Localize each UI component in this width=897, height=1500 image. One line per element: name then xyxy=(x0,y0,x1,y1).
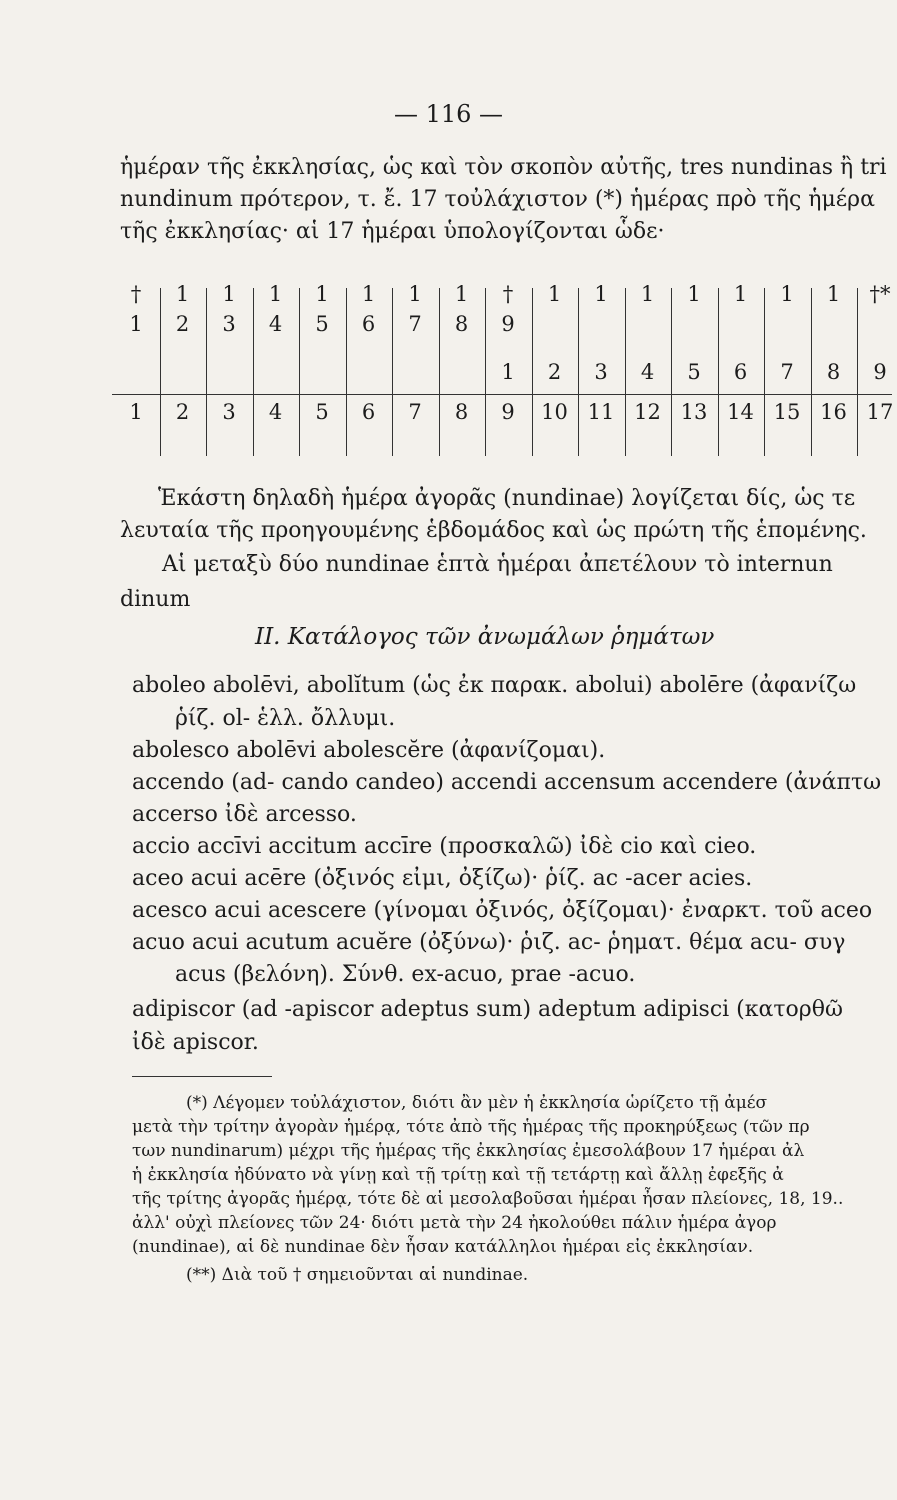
calendar-upper-row xyxy=(112,312,892,352)
footnote-line: (nundinae), αἱ δὲ nundinae δὲν ἦσαν κατάλληλοι ἡμέραι εἰς ἐκκλησίαν. xyxy=(132,1237,754,1257)
calendar-cell: 2 xyxy=(547,360,562,384)
body-line: dinum xyxy=(120,587,191,612)
calendar-mark: † xyxy=(130,282,142,306)
calendar-cell: 7 xyxy=(780,360,794,384)
calendar-divider xyxy=(112,394,892,395)
nundinae-calendar xyxy=(112,282,892,462)
calendar-mark: 1 xyxy=(408,282,422,306)
calendar-cell: 4 xyxy=(640,360,655,384)
calendar-cell: 9 xyxy=(501,312,515,336)
verb-entry: aboleo abolēvi, abolĭtum (ὡς ἐκ παρακ. abolui) abolēre (ἀφανίζω xyxy=(132,673,857,698)
calendar-cell: 6 xyxy=(361,312,376,336)
footnote-line: (**) Διὰ τοῦ † σημειοῦνται αἱ nundinae. xyxy=(186,1265,529,1285)
calendar-mark: 1 xyxy=(454,282,469,306)
verb-entry: adipiscor (ad -apiscor adeptus sum) adeptum adipisci (κατορθῶ xyxy=(132,997,843,1022)
verb-entry: acuo acui acutum acuĕre (ὀξύνω)· ῥιζ. ac- ῥηματ. θέμα acu- συγ xyxy=(132,930,846,955)
calendar-cell: 1 xyxy=(501,360,515,384)
verb-entry: accendo (ad- cando candeo) accendi accensum accendere (ἀνάπτω xyxy=(132,770,882,795)
verb-entry: acesco acui acescere (γίνομαι ὀξινός, ὀξίζομαι)· ἐναρκτ. τοῦ aceo xyxy=(132,898,873,923)
calendar-cell: 6 xyxy=(361,400,376,424)
calendar-cell: 9 xyxy=(873,360,887,384)
calendar-cell: 9 xyxy=(501,400,515,424)
calendar-mark: † xyxy=(502,282,514,306)
verb-entry: accerso ἰδὲ arcesso. xyxy=(132,802,357,827)
calendar-cell: 4 xyxy=(268,312,283,336)
calendar-cell: 2 xyxy=(175,312,190,336)
calendar-mark: 1 xyxy=(826,282,841,306)
intro-line: ἡμέραν τῆς ἐκκλησίας, ὡς καὶ τὸν σκοπὸν αὐτῆς, tres nundinas ἢ tri xyxy=(120,155,887,180)
calendar-mark: 1 xyxy=(733,282,748,306)
section-title: II. Κατάλογος τῶν ἀνωμάλων ῥημάτων xyxy=(255,624,715,650)
calendar-lower-row xyxy=(112,400,892,440)
calendar-cell: 7 xyxy=(408,400,422,424)
calendar-cell: 3 xyxy=(222,400,236,424)
intro-line: nundinum πρότερον, τ. ἔ. 17 τοὐλάχιστον (*) ἡμέρας πρὸ τῆς ἡμέρα xyxy=(120,187,875,212)
body-line: Ἑκάστη δηλαδὴ ἡμέρα ἀγορᾶς (nundinae) λογίζεται δίς, ὡς τε xyxy=(158,486,856,511)
calendar-cell: 5 xyxy=(315,400,329,424)
calendar-cell: 14 xyxy=(727,400,754,424)
calendar-cell: 17 xyxy=(866,400,894,424)
calendar-mark: 1 xyxy=(640,282,655,306)
footnote-line: τῆς τρίτης ἀγορᾶς ἡμέρᾳ, τότε δὲ αἱ μεσολαβοῦσαι ἡμέραι ἦσαν πλείονες, 18, 19.. xyxy=(132,1189,844,1209)
footnote-line: μετὰ τὴν τρίτην ἀγορὰν ἡμέρᾳ, τότε ἀπὸ τῆς ἡμέρας τῆς προκηρύξεως (τῶν πρ xyxy=(132,1117,810,1137)
calendar-cell: 2 xyxy=(175,400,190,424)
calendar-cell: 7 xyxy=(408,312,422,336)
body-line: Αἱ μεταξὺ δύο nundinae ἑπτὰ ἡμέραι ἀπετέλουν τὸ internun xyxy=(162,552,833,577)
verb-entry: abolesco abolēvi abolescĕre (ἀφανίζομαι). xyxy=(132,738,606,763)
footnote-line: ἀλλ' οὐχὶ πλείονες τῶν 24· διότι μετὰ τὴν 24 ἠκολούθει πάλιν ἡμέρα ἀγορ xyxy=(132,1213,777,1233)
calendar-cell: 16 xyxy=(820,400,847,424)
verb-entry: aceo acui acēre (ὀξινός εἰμι, ὀξίζω)· ῥίζ. ac -acer acies. xyxy=(132,866,753,891)
footnote-line: ἡ ἐκκλησία ἠδύνατο νὰ γίνῃ καὶ τῇ τρίτῃ καὶ τῇ τετάρτῃ καὶ ἄλλῃ ἐφεξῆς ἀ xyxy=(132,1165,784,1185)
calendar-mark: 1 xyxy=(780,282,794,306)
calendar-mark: 1 xyxy=(315,282,329,306)
intro-line: τῆς ἐκκλησίας· αἱ 17 ἡμέραι ὑπολογίζονται ὧδε· xyxy=(120,219,665,244)
calendar-mark: 1 xyxy=(547,282,562,306)
footnote-line: των nundinarum) μέχρι τῆς ἡμέρας τῆς ἐκκλησίας ἐμεσολάβουν 17 ἡμέραι ἀλ xyxy=(132,1141,805,1161)
calendar-cell: 8 xyxy=(454,312,469,336)
calendar-cell: 15 xyxy=(773,400,801,424)
calendar-cell: 8 xyxy=(826,360,841,384)
footnote-rule xyxy=(132,1076,272,1077)
body-line: λευταία τῆς προηγουμένης ἑβδομάδος καὶ ὡς πρώτη τῆς ἑπομένης. xyxy=(120,518,867,543)
calendar-cell: 12 xyxy=(634,400,661,424)
calendar-cell: 6 xyxy=(733,360,748,384)
calendar-cell: 1 xyxy=(129,400,143,424)
calendar-cell: 3 xyxy=(222,312,236,336)
calendar-cell: 13 xyxy=(680,400,708,424)
calendar-mark: †* xyxy=(869,282,891,306)
verb-entry: ῥίζ. ol- ἑλλ. ὄλλυμι. xyxy=(175,706,396,731)
calendar-cell: 11 xyxy=(587,400,615,424)
page-number: — 116 — xyxy=(393,100,504,128)
calendar-cell: 4 xyxy=(268,400,283,424)
calendar-cell: 3 xyxy=(594,360,608,384)
footnote-line: (*) Λέγομεν τοὐλάχιστον, διότι ἂν μὲν ἡ ἐκκλησία ὡρίζετο τῇ ἀμέσ xyxy=(186,1093,768,1113)
calendar-cell: 8 xyxy=(454,400,469,424)
calendar-cell: 5 xyxy=(315,312,329,336)
calendar-mark: 1 xyxy=(361,282,376,306)
calendar-cell: 10 xyxy=(541,400,568,424)
calendar-mark: 1 xyxy=(222,282,236,306)
calendar-cell: 5 xyxy=(687,360,701,384)
verb-entry: accio accīvi accitum accīre (προσκαλῶ) ἰδὲ cio καὶ cieo. xyxy=(132,834,757,859)
verb-entry: acus (βελόνη). Σύνθ. ex-acuo, prae -acuo. xyxy=(175,962,636,987)
calendar-cell: 1 xyxy=(129,312,143,336)
calendar-mark: 1 xyxy=(687,282,701,306)
verb-entry: ἰδὲ apiscor. xyxy=(132,1030,259,1055)
calendar-mark: 1 xyxy=(594,282,608,306)
calendar-mark: 1 xyxy=(175,282,190,306)
calendar-mark: 1 xyxy=(268,282,283,306)
